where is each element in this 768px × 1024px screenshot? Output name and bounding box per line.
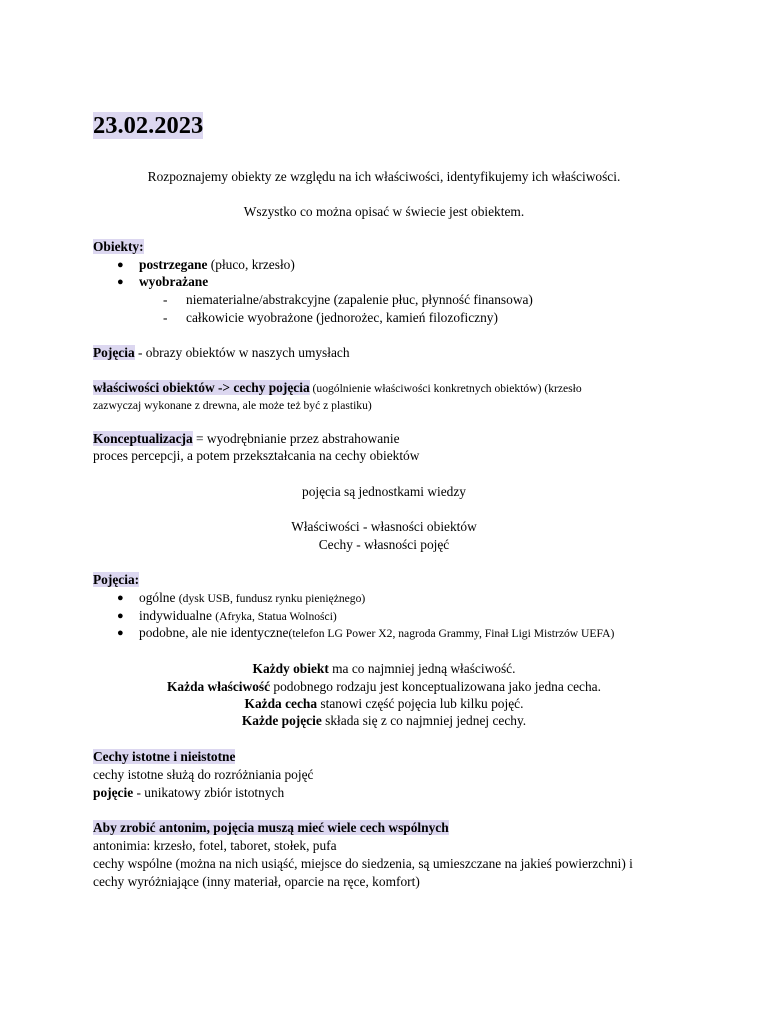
- intro-line-2: Wszystko co można opisać w świecie jest obiektem.: [243, 204, 525, 219]
- intro-line-1: Rozpoznajemy obiekty ze względu na ich właściwości, identyfikujemy ich właściwości.: [147, 169, 621, 184]
- pojecia-definition: Pojęcia - obrazy obiektów w naszych umysłach: [93, 345, 350, 360]
- date-heading: 23.02.2023: [93, 112, 204, 139]
- dash-icon: -: [163, 310, 168, 325]
- pojecia-item: ogólne (dysk USB, fundusz rynku pieniężnego): [139, 590, 366, 605]
- obiekty-heading: Obiekty:: [93, 239, 144, 254]
- cechy-heading: Cechy istotne i nieistotne: [93, 749, 236, 764]
- pojecia-item: indywidualne (Afryka, Statua Wolności): [139, 608, 337, 623]
- antonim-heading: Aby zrobić antonim, pojęcia muszą mieć wiele cech wspólnych: [93, 820, 449, 835]
- rule-line: Każda właściwość podobnego rodzaju jest konceptualizowana jako jedna cecha.: [167, 679, 601, 694]
- obiekty-subitem: niematerialne/abstrakcyjne (zapalenie płuc, płynność finansowa): [186, 292, 533, 307]
- bullet-icon: ●: [117, 259, 124, 271]
- rule-line: Każda cecha stanowi część pojęcia lub kilku pojęć.: [244, 696, 524, 711]
- centered-statement: Cechy - własności pojęć: [318, 537, 450, 552]
- antonim-line-1: antonimia: krzesło, fotel, taboret, stołek, pufa: [93, 838, 337, 853]
- rule-line: Każdy obiekt ma co najmniej jedną właściwość.: [252, 661, 516, 676]
- antonim-line-3: cechy wyróżniające (inny materiał, oparcie na ręce, komfort): [93, 874, 420, 889]
- centered-statement: pojęcia są jednostkami wiedzy: [302, 484, 466, 499]
- bullet-icon: ●: [117, 276, 124, 288]
- dash-icon: -: [163, 292, 168, 307]
- wlasciwosci-line-2: zazwyczaj wykonane z drewna, ale może też być z plastiku): [93, 399, 372, 412]
- cechy-line-1: cechy istotne służą do rozróżniania pojęć: [93, 767, 314, 782]
- rule-line: Każde pojęcie składa się z co najmniej jednej cechy.: [241, 713, 527, 728]
- obiekty-item: postrzegane (płuco, krzesło): [139, 257, 295, 272]
- bullet-icon: ●: [117, 627, 124, 639]
- centered-statement: Właściwości - własności obiektów: [291, 519, 477, 534]
- bullet-icon: ●: [117, 610, 124, 622]
- cechy-line-2: pojęcie - unikatowy zbiór istotnych: [93, 785, 285, 800]
- bullet-icon: ●: [117, 592, 124, 604]
- konceptualizacja-line-2: proces percepcji, a potem przekształcania na cechy obiektów: [93, 448, 420, 463]
- wlasciwosci-line-1: właściwości obiektów -> cechy pojęcia (uogólnienie właściwości konkretnych obiektów) (krzesło: [93, 380, 582, 395]
- pojecia-item: podobne, ale nie identyczne(telefon LG Power X2, nagroda Grammy, Finał Ligi Mistrzów UEFA): [139, 625, 615, 640]
- konceptualizacja-line-1: Konceptualizacja = wyodrębnianie przez abstrahowanie: [93, 431, 400, 446]
- antonim-line-2: cechy wspólne (można na nich usiąść, miejsce do siedzenia, są umieszczane na jakieś powierzchni) i: [93, 856, 633, 871]
- obiekty-item: wyobrażane: [139, 274, 209, 289]
- obiekty-subitem: całkowicie wyobrażone (jednorożec, kamień filozoficzny): [186, 310, 498, 325]
- pojecia-heading: Pojęcia:: [93, 572, 140, 587]
